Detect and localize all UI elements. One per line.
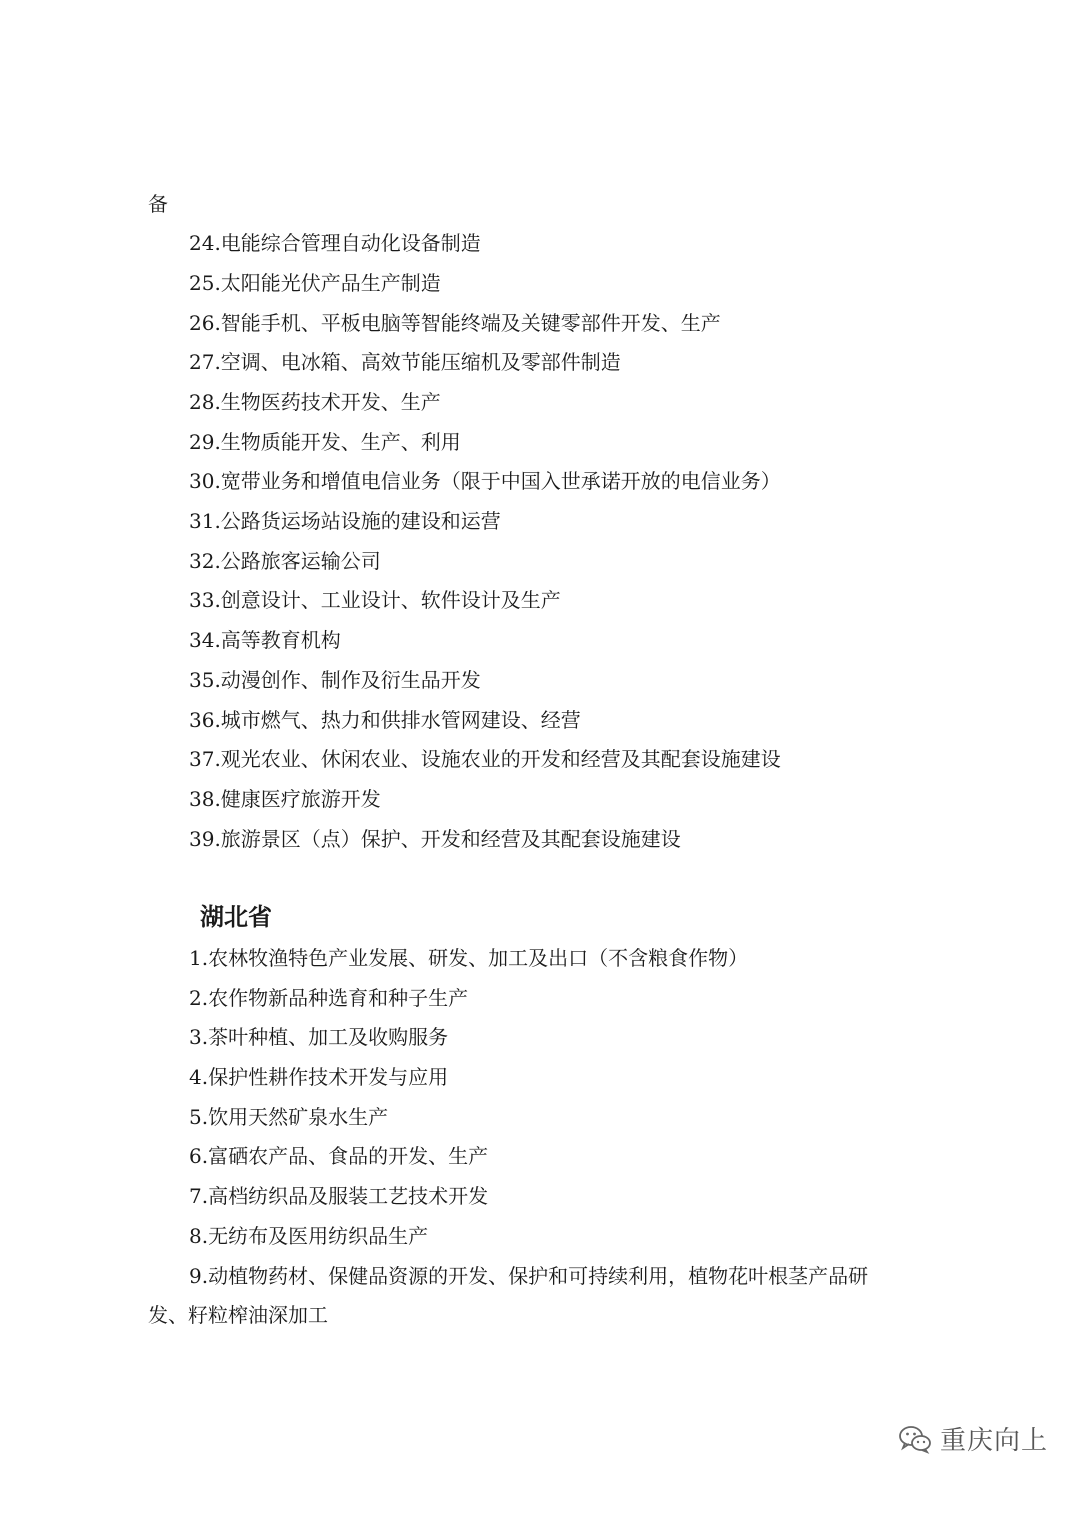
list-item: 36.城市燃气、热力和供排水管网建设、经营: [189, 708, 581, 732]
list-item: 5.饮用天然矿泉水生产: [189, 1105, 389, 1129]
list-item: 9.动植物药材、保健品资源的开发、保护和可持续利用，植物花叶根茎产品研: [189, 1264, 869, 1288]
list-item: 34.高等教育机构: [189, 628, 341, 652]
list-item: 32.公路旅客运输公司: [189, 549, 381, 573]
list-item: 6.富硒农产品、食品的开发、生产: [189, 1144, 489, 1168]
list-item: 7.高档纺织品及服装工艺技术开发: [189, 1184, 489, 1208]
list-item: 2.农作物新品种选育和种子生产: [189, 986, 469, 1010]
continuation-text: 备: [148, 192, 168, 216]
list-item: 29.生物质能开发、生产、利用: [189, 430, 461, 454]
list-item: 31.公路货运场站设施的建设和运营: [189, 509, 501, 533]
list-item: 33.创意设计、工业设计、软件设计及生产: [189, 588, 561, 612]
watermark: [898, 1420, 1048, 1457]
watermark-text: 重庆向上: [940, 1426, 1049, 1456]
list-item: 25.太阳能光伏产品生产制造: [189, 271, 441, 295]
list-item: 24.电能综合管理自动化设备制造: [189, 231, 481, 255]
list-item: 1.农林牧渔特色产业发展、研发、加工及出口（不含粮食作物）: [189, 946, 749, 970]
list-item: 3.茶叶种植、加工及收购服务: [189, 1025, 449, 1049]
wechat-icon: [898, 1424, 932, 1454]
list-item: 37.观光农业、休闲农业、设施农业的开发和经营及其配套设施建设: [189, 747, 781, 771]
section-heading: 湖北省: [200, 903, 272, 931]
list-item-continuation: 发、籽粒榨油深加工: [148, 1303, 328, 1327]
list-item: 4.保护性耕作技术开发与应用: [189, 1065, 449, 1089]
list-item: 26.智能手机、平板电脑等智能终端及关键零部件开发、生产: [189, 311, 721, 335]
list-item: 38.健康医疗旅游开发: [189, 787, 381, 811]
list-item: 28.生物医药技术开发、生产: [189, 390, 441, 414]
list-item: 27.空调、电冰箱、高效节能压缩机及零部件制造: [189, 350, 621, 374]
list-item: 35.动漫创作、制作及衍生品开发: [189, 668, 481, 692]
list-item: 8.无纺布及医用纺织品生产: [189, 1224, 429, 1248]
list-item: 39.旅游景区（点）保护、开发和经营及其配套设施建设: [189, 827, 681, 851]
list-item: 30.宽带业务和增值电信业务（限于中国入世承诺开放的电信业务）: [189, 469, 781, 493]
